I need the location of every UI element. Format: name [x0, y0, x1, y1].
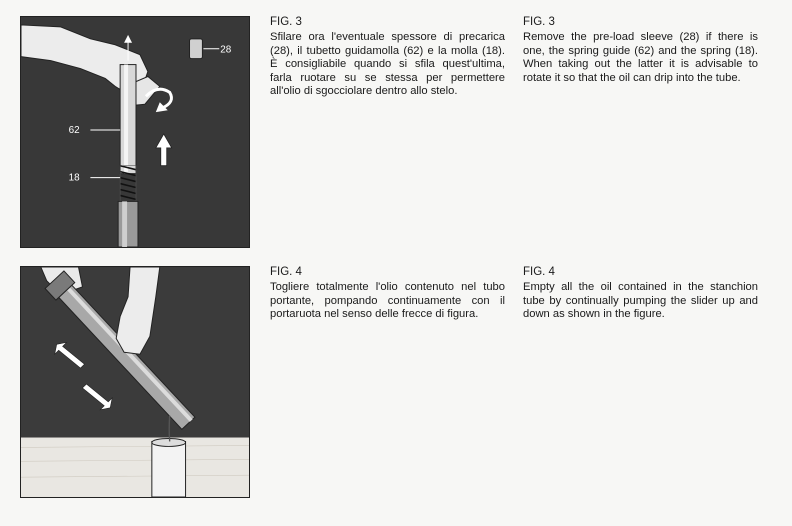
fig3-english-text: [523, 16, 758, 85]
fig4-illustration: [20, 266, 250, 498]
fig3-italian-text: [270, 16, 505, 98]
fig3-it-body: Sfilare ora l'eventuale spessore di precarica (28), il tubetto guidamolla (62) e la molla (18). È consigliabile quando si sfila quest'ultima, farla ruotare su se stessa per permettere all'olio di sgocciolare dentro allo stelo.: [270, 31, 505, 98]
fig3-illustration: [20, 16, 250, 248]
fig4-en-body: Empty all the oil contained in the stanchion tube by continually pumping the slider up and down as shown in the figure.: [523, 281, 758, 321]
fig4-english-text: [523, 266, 758, 322]
fig4-it-body: Togliere totalmente l'olio contenuto nel tubo portante, pompando continuamente con il portaruota nel senso delle frecce di figura.: [270, 281, 505, 321]
fig4-en-title: FIG. 4: [523, 266, 555, 278]
fig4-it-title: FIG. 4: [270, 266, 302, 278]
fig3-en-body: Remove the pre-load sleeve (28) if there is one, the spring guide (62) and the spring (18). When taking out the latter it is advisable to rotate it so that the oil can drip into the tube.: [523, 31, 758, 84]
fig3-it-title: FIG. 3: [270, 16, 302, 28]
label-28: 28: [220, 44, 232, 56]
label-18: 18: [68, 172, 80, 184]
fig3-en-title: FIG. 3: [523, 16, 555, 28]
fig4-italian-text: [270, 266, 505, 322]
label-62: 62: [68, 124, 80, 136]
